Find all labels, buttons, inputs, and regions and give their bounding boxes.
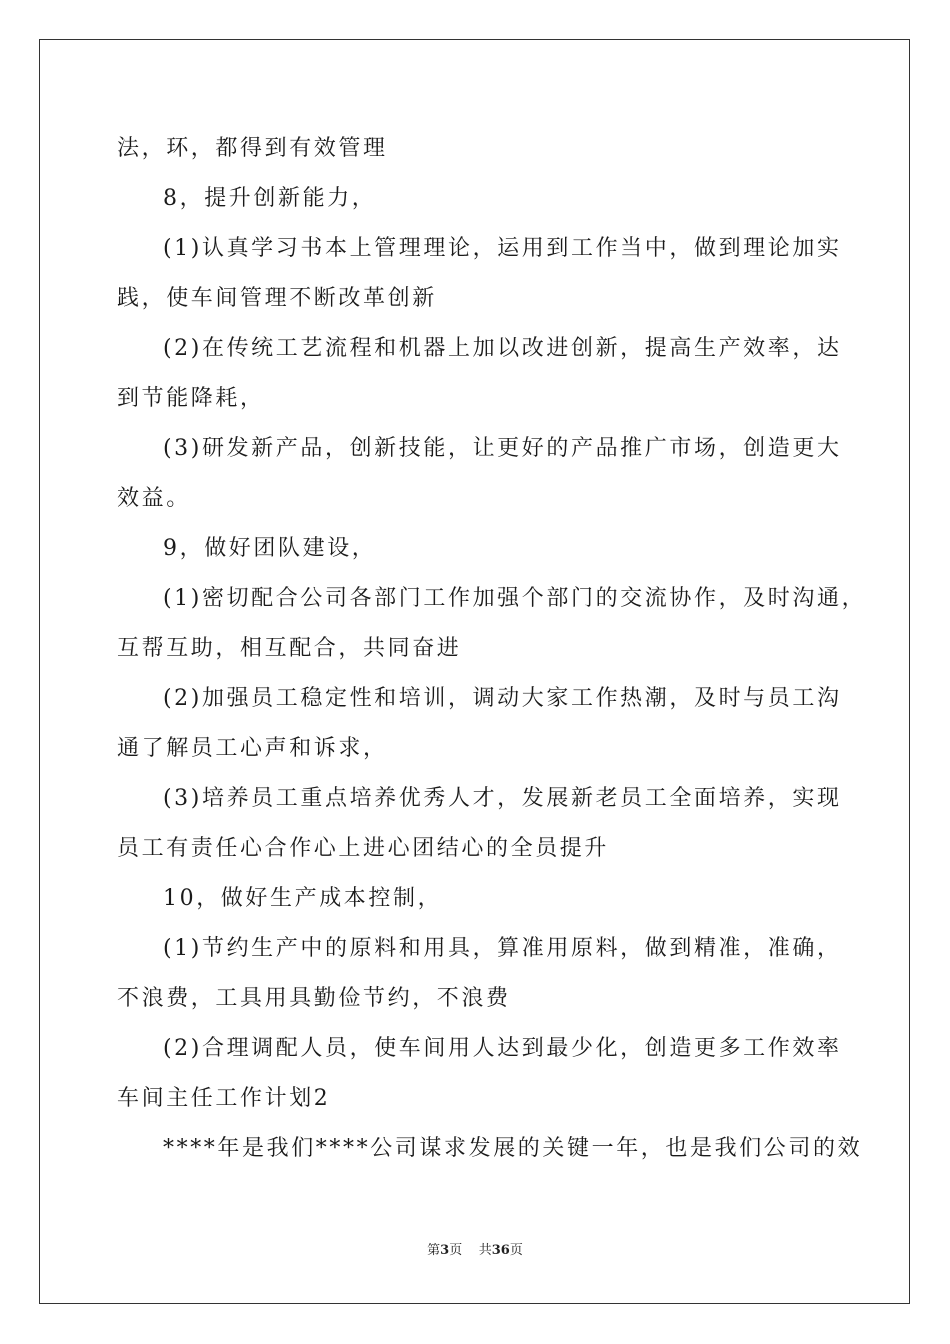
total-prefix: 共: [478, 1243, 492, 1258]
page-prefix: 第: [427, 1243, 441, 1258]
page-border: [39, 39, 910, 1304]
text-line: (1)节约生产中的原料和用具，算准用原料，做到精准，准确，: [163, 936, 842, 961]
text-line: 互帮互助，相互配合，共同奋进: [117, 636, 462, 661]
section-heading: 9，做好团队建设，: [163, 536, 377, 561]
text-line: 到节能降耗，: [117, 386, 265, 411]
text-line: ****年是我们****公司谋求发展的关键一年，也是我们公司的效: [163, 1136, 863, 1161]
text-line: 践，使车间管理不断改革创新: [117, 286, 437, 311]
text-line: 通了解员工心声和诉求，: [117, 736, 388, 761]
text-line: 不浪费，工具用具勤俭节约，不浪费: [117, 986, 511, 1011]
text-line: (1)密切配合公司各部门工作加强个部门的交流协作，及时沟通，: [163, 586, 867, 611]
text-line: (3)研发新产品，创新技能，让更好的产品推广市场，创造更大: [163, 436, 842, 461]
text-line: (2)在传统工艺流程和机器上加以改进创新，提高生产效率，达: [163, 336, 842, 361]
text-line: (2)加强员工稳定性和培训，调动大家工作热潮，及时与员工沟: [163, 686, 842, 711]
text-line: (1)认真学习书本上管理理论，运用到工作当中，做到理论加实: [163, 236, 842, 261]
page-number: 3: [440, 1243, 450, 1258]
section-heading: 10，做好生产成本控制，: [163, 886, 443, 911]
text-line: 法，环，都得到有效管理: [117, 136, 388, 161]
document-subtitle: 车间主任工作计划2: [117, 1086, 331, 1111]
text-line: 效益。: [117, 486, 191, 511]
total-pages: 36: [491, 1243, 510, 1258]
text-line: (3)培养员工重点培养优秀人才，发展新老员工全面培养，实现: [163, 786, 842, 811]
page-footer: [0, 1242, 950, 1260]
section-heading: 8，提升创新能力，: [163, 186, 377, 211]
text-line: (2)合理调配人员，使车间用人达到最少化，创造更多工作效率: [163, 1036, 842, 1061]
total-unit: 页: [509, 1243, 523, 1258]
page-unit: 页: [449, 1243, 463, 1258]
text-line: 员工有责任心合作心上进心团结心的全员提升: [117, 836, 610, 861]
